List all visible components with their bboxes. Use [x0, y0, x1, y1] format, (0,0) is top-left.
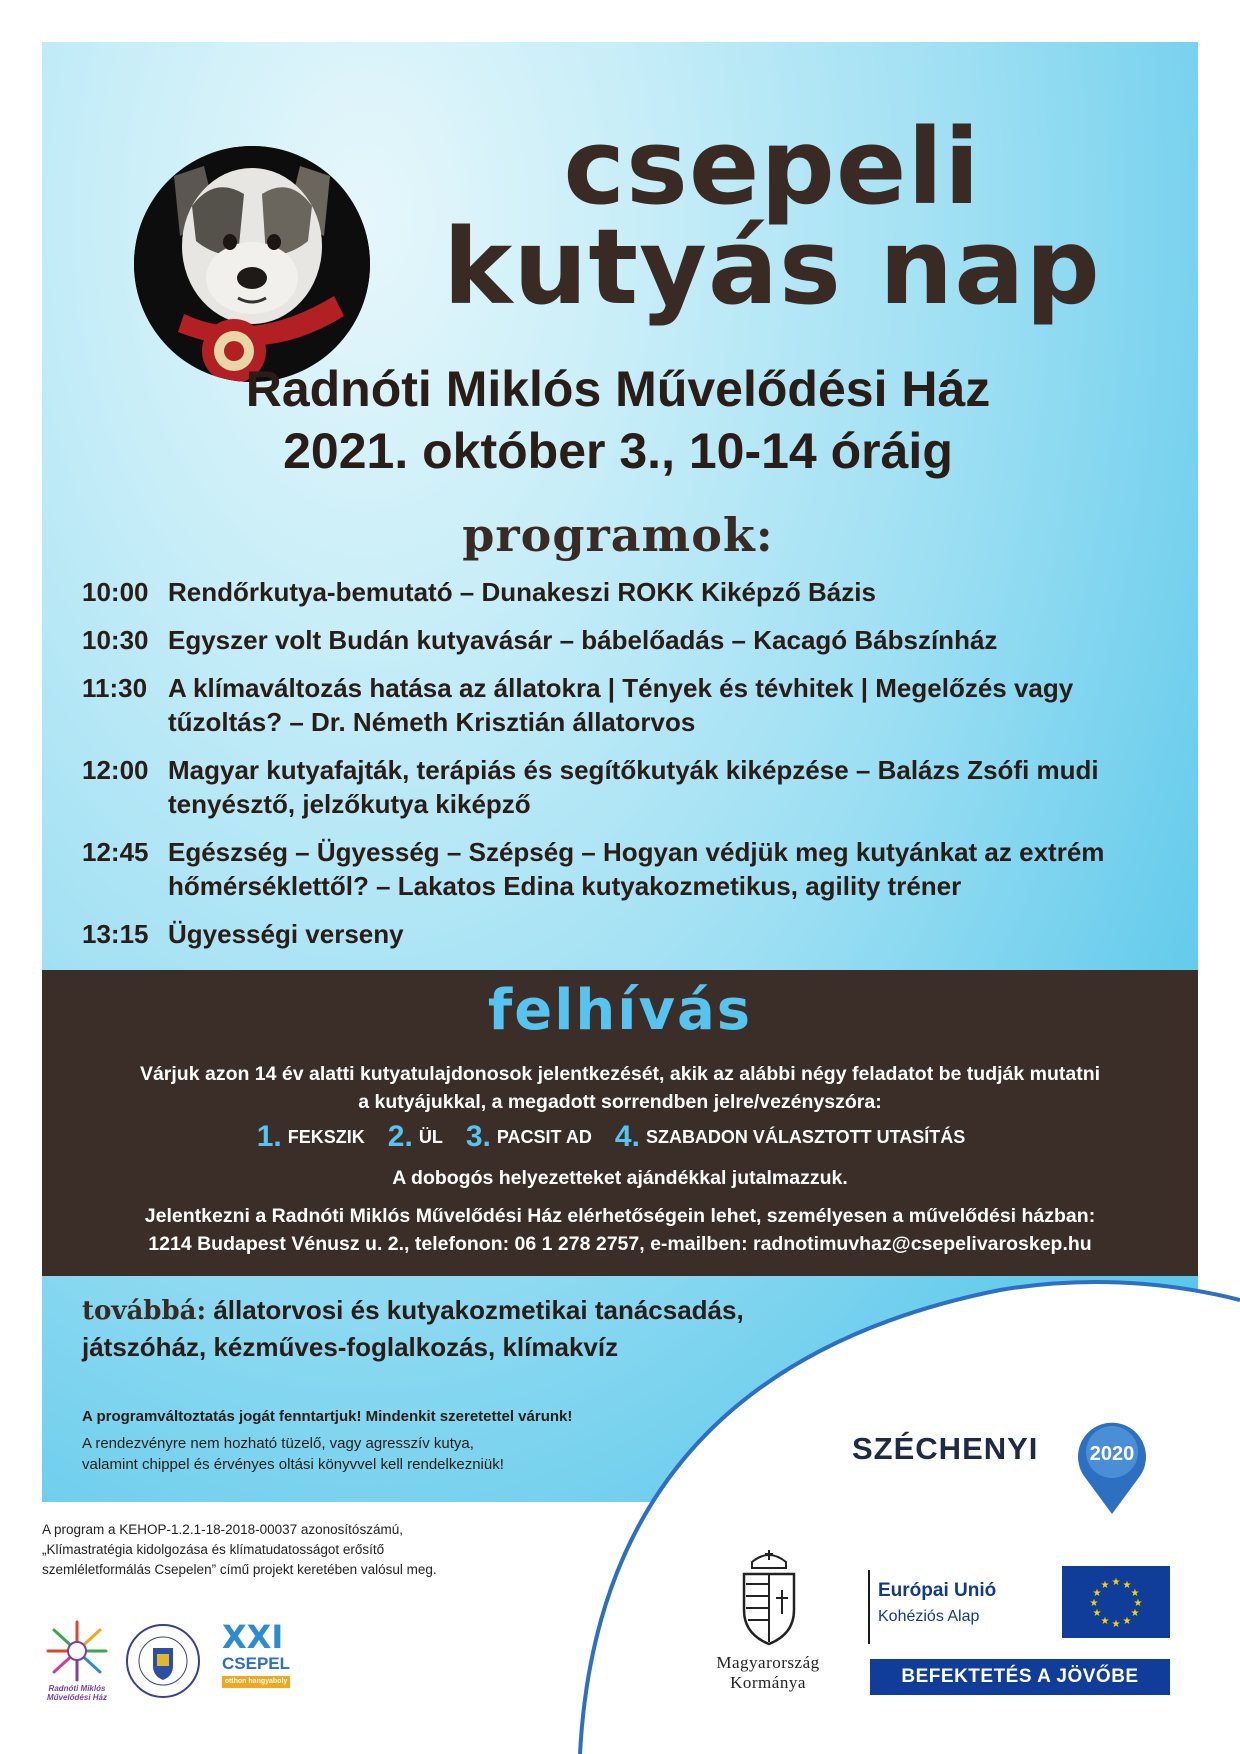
schedule-text: Ügyességi verseny: [168, 919, 404, 949]
svg-text:★: ★: [1092, 1588, 1102, 1599]
eu-subtitle: Kohéziós Alap: [878, 1608, 980, 1625]
step-number: 3.: [465, 1120, 491, 1153]
szechenyi-pin-icon: [1072, 1418, 1152, 1518]
schedule-list: [82, 575, 1162, 965]
eu-divider: [868, 1570, 870, 1644]
svg-text:★: ★: [1130, 1608, 1140, 1619]
svg-text:★: ★: [1089, 1598, 1099, 1609]
schedule-time: 12:00: [82, 755, 149, 785]
invest-banner: BEFEKTETÉS A JÖVŐBE: [870, 1659, 1170, 1695]
step-label: SZABADON VÁLASZTOTT UTASÍTÁS: [645, 1127, 966, 1147]
schedule-text: Egészség – Ügyesség – Szépség – Hogyan védjük meg kutyánkat az extrém hőmérséklettől? – Lakatos Edina kutyakozmetikus, agility tréner: [168, 837, 1105, 901]
svg-text:★: ★: [1100, 1580, 1110, 1591]
notice-line1: A rendezvényre nem hozható tüzelő, vagy agresszív kutya,: [82, 1435, 474, 1452]
government-text: [688, 1653, 848, 1693]
schedule-item: [82, 671, 1162, 739]
schedule-text: Egyszer volt Budán kutyavásár – bábelőadás – Kacagó Bábszínház: [168, 625, 998, 655]
logo3-mid: CSEPEL: [221, 1654, 291, 1673]
footer-line1: A program a KEHOP-1.2.1-18-2018-00037 azonosítószámú,: [42, 1522, 403, 1537]
notice-line2: valamint chippel és érvényes oltási könyvvel kell rendelkezniük!: [82, 1456, 504, 1473]
coat-of-arms-icon: [736, 1548, 802, 1648]
step-number: 4.: [614, 1120, 640, 1153]
callout-intro-2: a kutyájukkal, a megadott sorrendben jelre/vezényszóra:: [358, 1091, 882, 1113]
extra-keyword: továbbá:: [82, 1296, 207, 1326]
svg-text:★: ★: [1111, 1577, 1121, 1588]
task-steps: [42, 1120, 1198, 1154]
radnoti-logo-text: Radnóti Miklós Művelődési Ház: [46, 1684, 107, 1702]
schedule-time: 12:45: [82, 837, 149, 867]
step-number: 2.: [387, 1120, 413, 1153]
main-title-line1: csepeli: [563, 106, 981, 228]
schedule-time: 13:15: [82, 919, 149, 949]
schedule-text: Magyar kutyafajták, terápiás és segítőkutyák kiképzése – Balázs Zsófi mudi tenyésztő, jelzőkutya kiképző: [168, 755, 1099, 819]
extra-line2: játszóház, kézműves-foglalkozás, klímakvíz: [82, 1332, 619, 1362]
schedule-time: 10:30: [82, 625, 149, 655]
xxi-csepel-logo-icon: [220, 1618, 294, 1654]
schedule-text: Rendőrkutya-bemutató – Dunakeszi ROKK Kiképző Bázis: [168, 577, 876, 607]
notice-bold: A programváltoztatás jogát fenntartjuk! Mindenkit szeretettel várunk!: [82, 1408, 573, 1425]
schedule-item: [82, 753, 1162, 821]
svg-text:★: ★: [1100, 1616, 1110, 1627]
footer-line2: „Klímastratégia kidolgozása és klímatudatosságot erősítő: [42, 1542, 385, 1557]
footer-line3: szemléletformálás Csepelen” című projekt keretében valósul meg.: [42, 1562, 437, 1577]
step-label: FEKSZIK: [287, 1127, 365, 1147]
logo3-bot: otthon hangyaboly: [222, 1676, 290, 1688]
callout-intro-1: Várjuk azon 14 év alatti kutyatulajdonosok jelentkezését, akik az alábbi négy feladatot be tudják mutatni: [139, 1063, 1101, 1085]
callout-reward: A dobogós helyezetteket ajándékkal jutalmazzuk.: [392, 1167, 848, 1189]
schedule-item: [82, 835, 1162, 903]
svg-text:★: ★: [1133, 1598, 1143, 1609]
gov-line2: Kormánya: [730, 1673, 806, 1692]
event-date: 2021. október 3., 10-14 óráig: [283, 423, 953, 479]
gov-line1: Magyarország: [716, 1653, 820, 1672]
callout-contact-1: Jelentkezni a Radnóti Miklós Művelődési Ház elérhetőségein lehet, személyesen a művelődési házban:: [144, 1205, 1096, 1227]
step-number: 1.: [256, 1120, 282, 1153]
svg-text:★: ★: [1092, 1608, 1102, 1619]
main-title-line2: kutyás nap: [443, 206, 1101, 328]
szechenyi-logo-text: SZÉCHENYI: [852, 1431, 1039, 1466]
venue-name: Radnóti Miklós Művelődési Ház: [245, 361, 991, 417]
svg-text:★: ★: [1111, 1619, 1121, 1630]
schedule-text: A klímaváltozás hatása az állatokra | Tények és tévhitek | Megelőzés vagy tűzoltás? – Dr. Németh Krisztián állatorvos: [168, 673, 1074, 737]
programs-heading: programok:: [462, 508, 774, 562]
logo3-top: XXI: [222, 1618, 284, 1654]
schedule-time: 11:30: [82, 673, 148, 703]
schedule-item: [82, 917, 1162, 951]
step-label: ÜL: [418, 1127, 443, 1147]
radnoti-logo-icon: [44, 1618, 110, 1684]
step-label: PACSIT AD: [496, 1127, 592, 1147]
eu-flag-icon: [1062, 1566, 1170, 1638]
schedule-item: [82, 623, 1162, 657]
eu-title: Európai Unió: [878, 1580, 997, 1601]
extra-line1: állatorvosi és kutyakozmetikai tanácsadás,: [206, 1295, 744, 1325]
callout-contact-2: 1214 Budapest Vénusz u. 2., telefonon: 06 1 278 2757, e-mailben: radnotimuvhaz@csepelivaroskep.hu: [148, 1233, 1092, 1255]
svg-text:★: ★: [1122, 1616, 1132, 1627]
svg-text:★: ★: [1130, 1588, 1140, 1599]
schedule-item: [82, 575, 1162, 609]
callout-heading: felhívás: [487, 978, 753, 1043]
csepel-seal-icon: [124, 1622, 202, 1700]
dog-photo: [134, 146, 370, 382]
schedule-time: 10:00: [82, 577, 149, 607]
svg-text:★: ★: [1122, 1580, 1132, 1591]
footer-project-text: [42, 1520, 562, 1580]
szechenyi-year: 2020: [1089, 1443, 1135, 1465]
